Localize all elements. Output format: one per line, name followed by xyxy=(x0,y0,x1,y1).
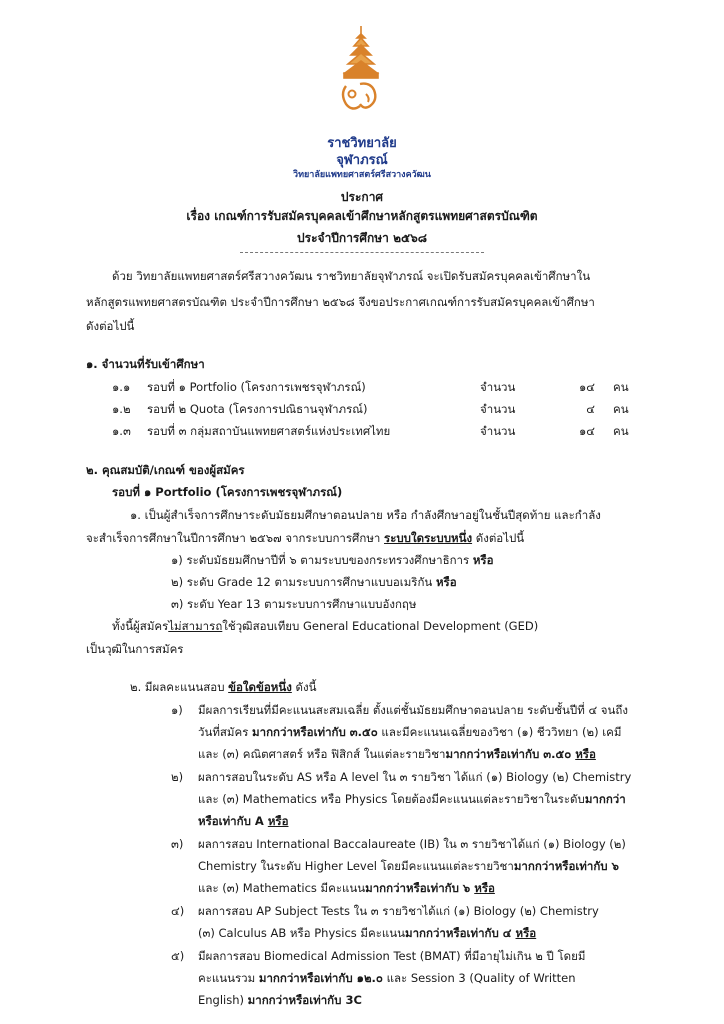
header-divider xyxy=(240,252,484,253)
item-number: ๑) xyxy=(171,703,183,717)
item-number: ๓) xyxy=(171,837,184,851)
quota-row-qty-label: จำนวน xyxy=(480,380,516,394)
criterion2-heading xyxy=(130,679,316,697)
criterion1-line2 xyxy=(86,530,524,548)
quota-row-no: ๑.๓ xyxy=(112,424,131,438)
criterion1-sub3: ๓) ระดับ Year 13 ตามระบบการศึกษาแบบอังกฤษ xyxy=(171,597,417,611)
quota-row-qty: ๔ xyxy=(586,402,595,416)
text: และ Session 3 (Quality of Written xyxy=(382,971,576,985)
item-number: ๕) xyxy=(171,949,185,963)
intro-line2: หลักสูตรแพทยศาสตรบัณฑิต ประจำปีการศึกษา ๒๕๖๘ จึงขอประกาศเกณฑ์การรับสมัครบุคคลเข้าศึกษา xyxy=(86,295,595,309)
sub2-or: หรือ xyxy=(435,575,457,589)
criterion1-tail: ดังต่อไปนี้ xyxy=(472,531,525,545)
text: คะแนนรวม xyxy=(198,971,259,985)
criterion1-line1: ๑. เป็นผู้สำเร็จการศึกษาระดับมัธยมศึกษาตอนปลาย หรือ กำลังศึกษาอยู่ในชั้นปีสุดท้าย และกำลัง xyxy=(130,508,601,522)
item4-line2 xyxy=(198,925,536,943)
emphasis: มากกว่าหรือเท่ากับ ๓.๕๐ xyxy=(252,725,378,739)
quota-row-label: รอบที่ ๓ กลุ่มสถาบันแพทยศาสตร์แห่งประเทศไทย xyxy=(147,424,391,438)
item2-line1: ผลการสอบในระดับ AS หรือ A level ใน ๓ รายวิชา ได้แก่ (๑) Biology (๒) Chemistry xyxy=(198,770,632,784)
emphasis: มากกว่าหรือเท่ากับ ๖ xyxy=(513,859,619,873)
criterion1-sub2 xyxy=(171,574,457,592)
quota-row-qty-label: จำนวน xyxy=(480,424,516,438)
emphasis: หรือเท่ากับ A xyxy=(198,814,268,828)
emphasis: มากกว่า xyxy=(584,792,626,806)
emphasis: มากกว่าหรือเท่ากับ ๔ xyxy=(405,926,516,940)
item3-line2 xyxy=(198,858,619,876)
or-emphasis: หรือ xyxy=(515,926,537,940)
quota-row-unit: คน xyxy=(613,424,629,438)
faculty-name: วิทยาลัยแพทยศาสตร์ศรีสวางควัฒน xyxy=(293,170,431,180)
academic-year: ประจำปีการศึกษา ๒๕๖๘ xyxy=(297,231,427,245)
sub1-or: หรือ xyxy=(472,553,494,567)
quota-row-qty-label: จำนวน xyxy=(480,402,516,416)
or-emphasis: หรือ xyxy=(575,747,596,761)
text: วันที่สมัคร xyxy=(198,725,253,739)
item5-line1: มีผลการสอบ Biomedical Admission Test (BMAT) ที่มีอายุไม่เกิน ๒ ปี โดยมี xyxy=(198,949,586,963)
text: English) xyxy=(198,993,248,1007)
item2-line2 xyxy=(198,791,626,809)
university-name-line1: ราชวิทยาลัย xyxy=(327,136,397,151)
round1-title: รอบที่ ๑ Portfolio (โครงการเพชรจุฬาภรณ์) xyxy=(112,485,343,499)
item5-line3 xyxy=(198,992,362,1010)
item1-line2 xyxy=(198,724,621,742)
text: และมีคะแนนเฉลี่ยของวิชา (๑) ชีววิทยา (๒) เคมี xyxy=(377,725,622,739)
or-emphasis: หรือ xyxy=(267,814,289,828)
announcement-heading: ประกาศ xyxy=(340,190,384,204)
quota-row-label: รอบที่ ๒ Quota (โครงการปณิธานจุฬาภรณ์) xyxy=(147,402,368,416)
sub2-text: ๒) ระดับ Grade 12 ตามระบบการศึกษาแบบอเมริกัน xyxy=(171,575,436,589)
quota-row-label: รอบที่ ๑ Portfolio (โครงการเพชรจุฬาภรณ์) xyxy=(147,380,366,394)
announcement-subject: เรื่อง เกณฑ์การรับสมัครบุคคลเข้าศึกษาหลักสูตรแพทยศาสตรบัณฑิต xyxy=(186,209,538,223)
quota-row-qty: ๑๔ xyxy=(578,424,595,438)
text: และ (๓) คณิตศาสตร์ หรือ ฟิสิกส์ ในแต่ละรายวิชา xyxy=(198,747,446,761)
ged-emphasis: ไม่สามารถ xyxy=(168,619,223,633)
ged-note-line2: เป็นวุฒิในการสมัคร xyxy=(86,642,184,656)
emphasis: มากกว่าหรือเท่ากับ ๖ xyxy=(365,881,475,895)
university-name-line2: จุฬาภรณ์ xyxy=(336,153,388,168)
quota-row-qty: ๑๔ xyxy=(578,380,595,394)
quota-row-no: ๑.๑ xyxy=(112,380,131,394)
text: Chemistry ในระดับ Higher Level โดยมีคะแนนแต่ละรายวิชา xyxy=(198,859,514,873)
ged-note-line1 xyxy=(112,618,538,636)
quota-row-no: ๑.๒ xyxy=(112,402,131,416)
quota-row-unit: คน xyxy=(613,380,629,394)
criterion2-emphasis: ข้อใดข้อหนึ่ง xyxy=(228,680,292,694)
emphasis: มากกว่าหรือเท่ากับ 3C xyxy=(247,993,362,1007)
ged-text: ทั้งนี้ผู้สมัคร xyxy=(112,619,169,633)
ged-tail: ใช้วุฒิสอบเทียบ General Educational Development (GED) xyxy=(222,619,539,633)
quota-row-unit: คน xyxy=(613,402,629,416)
item4-line1: ผลการสอบ AP Subject Tests ใน ๓ รายวิชาได้แก่ (๑) Biology (๒) Chemistry xyxy=(198,904,599,918)
emphasis: มากกว่าหรือเท่ากับ ๓.๕๐ xyxy=(445,747,576,761)
intro-line1: ด้วย วิทยาลัยแพทยศาสตร์ศรีสวางควัฒน ราชวิทยาลัยจุฬาภรณ์ จะเปิดรับสมัครบุคคลเข้าศึกษาใน xyxy=(112,269,591,283)
intro-line3: ดังต่อไปนี้ xyxy=(86,319,135,333)
item3-line3 xyxy=(198,880,495,898)
section1-title: ๑. จำนวนที่รับเข้าศึกษา xyxy=(86,357,205,371)
text: (๓) Calculus AB หรือ Physics มีคะแนน xyxy=(198,926,406,940)
item3-line1: ผลการสอบ International Baccalaureate (IB) ใน ๓ รายวิชาได้แก่ (๑) Biology (๒) xyxy=(198,837,626,851)
item-number: ๒) xyxy=(171,770,184,784)
criterion2-tail: ดังนี้ xyxy=(291,680,317,694)
emphasis: มากกว่าหรือเท่ากับ ๑๒.๐ xyxy=(258,971,383,985)
item1-line3 xyxy=(198,746,596,764)
item1-line1: มีผลการเรียนที่มีคะแนนสะสมเฉลี่ย ตั้งแต่ชั้นมัธยมศึกษาตอนปลาย ระดับชั้นปีที่ ๔ จนถึง xyxy=(198,703,628,717)
item5-line2 xyxy=(198,970,576,988)
item2-line3 xyxy=(198,813,288,831)
sub1-text: ๑) ระดับมัธยมศึกษาปีที่ ๖ ตามระบบของกระทรวงศึกษาธิการ xyxy=(171,553,473,567)
criterion2-text: ๒. มีผลคะแนนสอบ xyxy=(130,680,229,694)
or-emphasis: หรือ xyxy=(474,881,495,895)
text: และ (๓) Mathematics หรือ Physics โดยต้องมีคะแนนแต่ละรายวิชาในระดับ xyxy=(198,792,585,806)
criterion1-sub1 xyxy=(171,552,494,570)
item-number: ๔) xyxy=(171,904,185,918)
text: และ (๓) Mathematics มีคะแนน xyxy=(198,881,366,895)
section2-title: ๒. คุณสมบัติ/เกณฑ์ ของผู้สมัคร xyxy=(86,463,245,477)
criterion1-text: จะสำเร็จการศึกษาในปีการศึกษา ๒๕๖๗ จากระบบการศึกษา xyxy=(86,531,385,545)
college-emblem-icon xyxy=(330,24,392,124)
criterion1-emphasis: ระบบใดระบบหนึ่ง xyxy=(384,531,473,545)
